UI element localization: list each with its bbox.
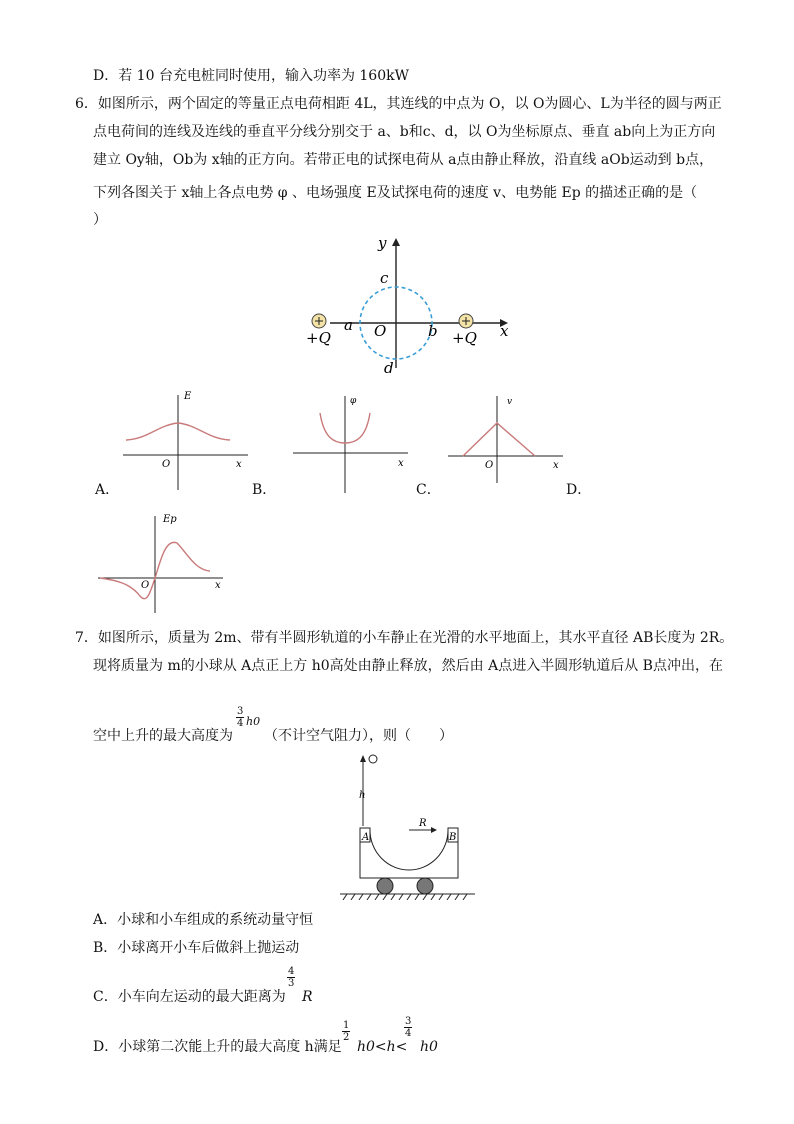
svg-text:φ: φ [350, 396, 357, 406]
q6-line-4: 下列各图关于 x轴上各点电势 φ 、电场强度 E及试探电荷的速度 v、电势能 Ep 的描述正确的是（ [93, 185, 698, 201]
svg-text:O: O [162, 459, 171, 470]
q7-option-b: B．小球离开小车后做斜上抛运动 [93, 940, 300, 956]
q7-option-c: C．小车向左运动的最大距离为 [93, 989, 286, 1005]
q7-line-3b: （不计空气阻力），则（ ） [264, 728, 453, 744]
svg-text:Ep: Ep [163, 514, 177, 525]
svg-text:x: x [398, 458, 404, 469]
fig-label-q-left: +Q [306, 329, 331, 347]
fig-label-a: a [344, 316, 353, 334]
frac-3-4-h0: $\frac{3}{4}$ [237, 706, 244, 729]
graph-b [288, 388, 418, 498]
option-b-label: B． [252, 482, 277, 498]
fig-label-d: d [384, 359, 394, 377]
svg-text:O: O [485, 460, 494, 471]
q6-line-3: 建立 Oy轴，Ob为 x轴的正方向。若带正电的试探电荷从 a点由静止释放，沿直线 aOb运动到 b点， [93, 152, 714, 168]
svg-text:O: O [141, 580, 150, 591]
option-a-label: A． [95, 482, 120, 498]
svg-text:R: R [419, 818, 427, 829]
graph-c [445, 388, 570, 488]
fig-label-q-right: +Q [452, 329, 477, 347]
frac-4-3: $\frac{4}{3}$ [288, 966, 295, 989]
q7-line-2: 现将质量为 m的小球从 A点正上方 h0高处由静止释放，然后由 A点进入半圆形轨道后从 B点冲出，在 [93, 658, 723, 674]
q6-line-2: 点电荷间的连线及连线的垂直平分线分别交于 a、b和c、d，以 O为坐标原点、垂直 ab向上为正方向 [93, 124, 716, 140]
q6-line-1: 6．如图所示，两个固定的等量正点电荷相距 4L，其连线的中点为 O，以 O为圆心、L为半径的圆与两正 [75, 96, 722, 112]
q5-option-d: D．若 10 台充电桩同时使用，输入功率为 160kW [93, 68, 409, 84]
svg-text:A: A [362, 832, 370, 843]
fig-label-x: x [500, 322, 509, 340]
svg-text:E: E [184, 391, 192, 402]
q6-charge-figure [300, 228, 520, 378]
svg-text:B: B [449, 832, 457, 843]
option-c-label: C． [416, 482, 441, 498]
q7-option-a: A．小球和小车组成的系统动量守恒 [93, 912, 314, 928]
graph-d [95, 508, 235, 618]
option-d-label: D． [566, 482, 592, 498]
svg-text:v: v [507, 397, 513, 407]
frac-1-2: $\frac{1}{2}$ [343, 1020, 350, 1043]
fig-label-y: y [378, 234, 387, 252]
svg-text:x: x [553, 460, 559, 471]
graph-a [118, 385, 258, 495]
svg-text:x: x [236, 459, 242, 470]
fig-label-b: b [428, 322, 438, 340]
svg-text:h: h [359, 790, 366, 801]
q7-cart-figure [335, 750, 475, 900]
fig-label-o: O [374, 322, 387, 340]
fig-label-c: c [380, 269, 389, 287]
q7-line-1: 7．如图所示，质量为 2m、带有半圆形轨道的小车静止在光滑的水平地面上，其水平直径 AB长度为 2R。 [75, 630, 734, 646]
frac-3-4: $\frac{3}{4}$ [405, 1016, 412, 1039]
q7-option-d: D．小球第二次能上升的最大高度 h满足 [93, 1039, 342, 1055]
q7-line-3a: 空中上升的最大高度为 [93, 728, 233, 744]
q6-line-5: ） [93, 212, 107, 228]
svg-text:x: x [215, 580, 221, 591]
